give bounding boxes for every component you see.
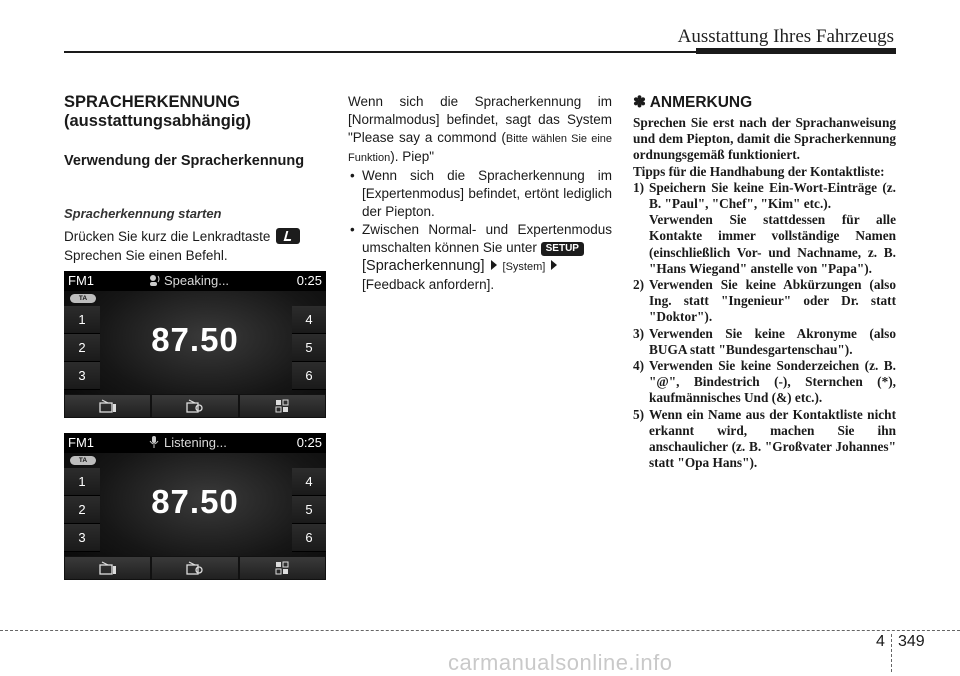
preset-button-3[interactable]: 3 xyxy=(64,362,100,390)
page-number: 349 xyxy=(898,633,925,650)
status-label: Listening... xyxy=(164,435,227,450)
list-item xyxy=(633,180,896,277)
list-item xyxy=(633,407,896,472)
preset-button-6[interactable]: 6 xyxy=(292,362,326,390)
preset-button-5[interactable]: 5 xyxy=(292,496,326,524)
normal-mode-paragraph xyxy=(348,93,612,167)
radio-search-button[interactable] xyxy=(152,557,237,579)
preset-button-6[interactable]: 6 xyxy=(292,524,326,552)
switch-mode-text: Zwischen Normal- und Expertenmodus umschalten können Sie unter xyxy=(362,222,612,255)
column-right-note xyxy=(633,93,896,471)
preset-button-5[interactable]: 5 xyxy=(292,334,326,362)
list-item-text: Verwenden Sie keine Abkürzungen (also Ing. statt "Ingenieur" oder Dr. statt "Doktor"). xyxy=(649,277,896,325)
radio-list-button[interactable] xyxy=(65,395,150,417)
footer-rule xyxy=(0,630,960,631)
radio-list-icon xyxy=(99,561,117,575)
status-text xyxy=(148,435,227,450)
list-item-text-main: Speichern Sie keine Ein-Wort-Einträge (z. B. "Paul", "Chef", "Kim" etc.). xyxy=(649,179,896,212)
instruction-text-2: Sprechen Sie einen Befehl. xyxy=(64,248,228,263)
preset-button-1[interactable]: 1 xyxy=(64,468,100,496)
note-tips-heading: Tipps für die Handhabung der Kontaktliste: xyxy=(633,163,885,179)
chapter-number: 4 xyxy=(876,633,885,650)
speaking-person-icon xyxy=(148,274,160,286)
radio-search-button[interactable] xyxy=(152,395,237,417)
list-item xyxy=(633,358,896,407)
list-item-number: 2) xyxy=(633,277,645,293)
section-subsubheading: Spracherkennung starten xyxy=(64,206,222,221)
normal-mode-text: Wenn sich die Spracherkennung im [Normalmodus] befindet, sagt das System "Please say a commond ( xyxy=(348,94,612,145)
menu-path-spracherkennung: [Spracherkennung] xyxy=(362,258,485,274)
list-item xyxy=(633,277,896,326)
ta-badge: TA xyxy=(70,294,96,303)
preset-button-4[interactable]: 4 xyxy=(292,306,326,334)
list-item-text-extra: Verwenden Sie stattdessen für alle Kontakte immer vollständige Namen (einschließlich Vor- und Nachname, z. B. "Hans Wiegand" anstelle von "Papa"). xyxy=(649,212,896,276)
menu-grid-icon xyxy=(273,399,291,413)
list-item-text xyxy=(649,180,896,277)
radio-search-icon xyxy=(186,399,204,413)
footer-separator xyxy=(891,634,893,672)
radio-screen-listening xyxy=(64,433,326,580)
note-intro: Sprechen Sie erst nach der Sprachanweisung und dem Piepton, damit die Spracherkennung ordnungsgemäß funktioniert. xyxy=(633,115,896,163)
section-heading: SPRACHERKENNUNG (ausstattungsabhängig) xyxy=(64,93,252,130)
radio-search-icon xyxy=(186,561,204,575)
column-left xyxy=(64,93,326,265)
bullet-switch-mode xyxy=(348,221,612,294)
preset-button-3[interactable]: 3 xyxy=(64,524,100,552)
setup-key-badge: SETUP xyxy=(541,242,584,256)
arrow-right-icon xyxy=(551,260,557,270)
header-title: Ausstattung Ihres Fahrzeugs xyxy=(677,26,894,47)
screen-bottom-bar xyxy=(64,556,326,580)
instruction-paragraph xyxy=(64,227,326,265)
frequency-display: 87.50 xyxy=(151,321,239,358)
header-rule-accent xyxy=(696,48,896,54)
list-item xyxy=(633,326,896,358)
band-label: FM1 xyxy=(68,273,94,288)
section-subheading: Verwendung der Spracherkennung xyxy=(64,153,305,169)
band-label: FM1 xyxy=(68,435,94,450)
bullet-expert-mode: • Wenn sich die Spracherkennung im [Expertenmodus] befindet, ertönt lediglich der Piepton. xyxy=(348,167,612,221)
screen-bottom-bar xyxy=(64,394,326,418)
radio-list-button[interactable] xyxy=(65,557,150,579)
list-item-number: 4) xyxy=(633,358,645,374)
arrow-right-icon xyxy=(491,260,497,270)
menu-path-feedback: [Feedback anfordern]. xyxy=(362,277,495,292)
list-item-text: Wenn ein Name aus der Kontaktliste nicht erkannt wird, machen Sie ihn anschaulicher (z. B. "Großvater Johannes" statt "Opa Hans"). xyxy=(649,406,896,471)
menu-button[interactable] xyxy=(240,395,325,417)
preset-button-2[interactable]: 2 xyxy=(64,496,100,524)
preset-button-4[interactable]: 4 xyxy=(292,468,326,496)
list-item-number: 3) xyxy=(633,325,645,341)
column-middle xyxy=(348,93,612,294)
voice-key-icon xyxy=(276,228,300,244)
menu-grid-icon xyxy=(273,561,291,575)
list-item-number: 5) xyxy=(633,406,645,422)
list-item-number: 1) xyxy=(633,179,645,195)
normal-mode-text-end: ). Piep" xyxy=(390,149,435,164)
list-item-text: Verwenden Sie keine Akronyme (also BUGA statt "Bundesgartenschau"). xyxy=(649,325,896,357)
preset-button-1[interactable]: 1 xyxy=(64,306,100,334)
menu-path-system: [System] xyxy=(502,261,546,273)
ta-badge: TA xyxy=(70,456,96,465)
normal-mode-small-text: Bitte wählen Sie eine Funktion xyxy=(348,133,613,164)
note-body xyxy=(633,115,896,471)
frequency-display: 87.50 xyxy=(151,483,239,520)
status-text xyxy=(148,273,229,288)
radio-list-icon xyxy=(99,399,117,413)
status-label: Speaking... xyxy=(164,273,230,288)
preset-button-2[interactable]: 2 xyxy=(64,334,100,362)
note-title: ✽ ANMERKUNG xyxy=(633,94,753,111)
list-item-text: Verwenden Sie keine Sonderzeichen (z. B. "@", Bindestrich (-), Sternchen (*), kaufmännisches Und (&) etc.). xyxy=(649,358,896,406)
instruction-text-1: Drücken Sie kurz die Lenkradtaste xyxy=(64,229,271,244)
elapsed-time: 0:25 xyxy=(296,273,322,288)
menu-button[interactable] xyxy=(240,557,325,579)
microphone-icon xyxy=(148,436,160,448)
radio-screen-speaking xyxy=(64,271,326,418)
elapsed-time: 0:25 xyxy=(296,435,322,450)
watermark: carmanualsonline.info xyxy=(448,650,673,675)
